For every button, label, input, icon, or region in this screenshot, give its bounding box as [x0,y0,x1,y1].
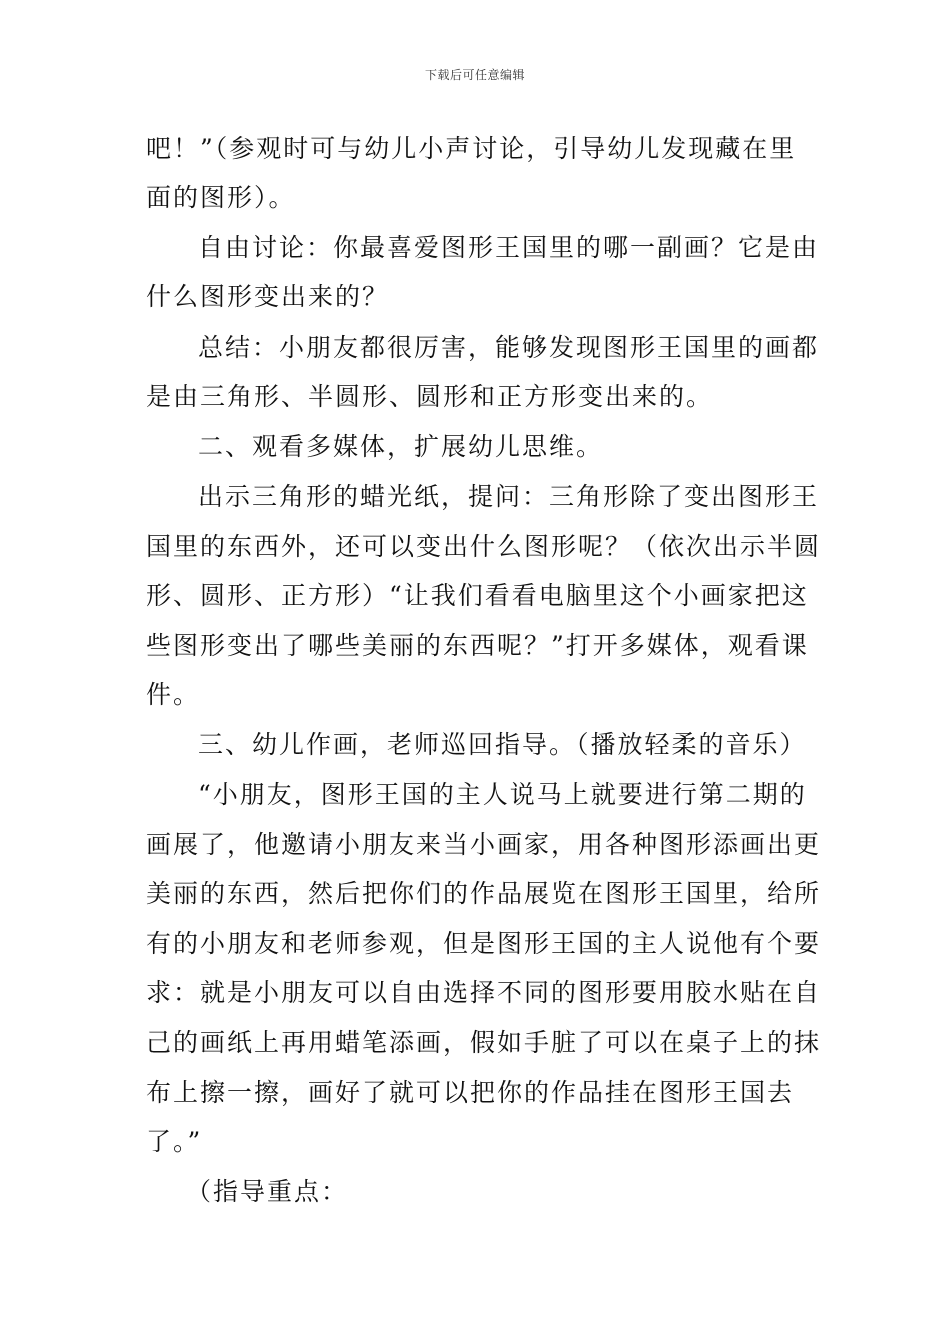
text-line: 二、观看多媒体，扩展幼儿思维。 [198,432,604,461]
text-line: 求：就是小朋友可以自由选择不同的图形要用胶水贴在自 [146,978,822,1007]
text-line: 什么图形变出来的？ [146,282,390,311]
text-line: 己的画纸上再用蜡笔添画，假如手脏了可以在桌子上的抹 [146,1028,822,1057]
text-line: 总结：小朋友都很厉害，能够发现图形王国里的画都 [198,333,820,362]
text-line: 三、幼儿作画，老师巡回指导。（播放轻柔的音乐） [198,730,807,759]
text-line: 国里的东西外，还可以变出什么图形呢？（依次出示半圆 [146,532,822,561]
text-line: 形、圆形、正方形）“让我们看看电脑里这个小画家把这 [146,581,809,610]
text-line: 有的小朋友和老师参观，但是图形王国的主人说他有个要 [146,929,822,958]
text-line: 美丽的东西，然后把你们的作品展览在图形王国里，给所 [146,879,822,908]
text-line: 是由三角形、半圆形、圆形和正方形变出来的。 [146,382,714,411]
text-line: 件。 [146,680,201,709]
text-line: 布上擦一擦，画好了就可以把你的作品挂在图形王国去 [146,1078,795,1107]
text-line: 自由讨论：你最喜爱图形王国里的哪一副画？它是由 [198,233,820,262]
text-line: 吧！”（参观时可与幼儿小声讨论，引导幼儿发现藏在里 [146,134,797,163]
text-line: 面的图形）。 [146,183,296,212]
text-line: 出示三角形的蜡光纸，提问：三角形除了变出图形王 [198,482,820,511]
text-line: 了。” [146,1127,203,1156]
text-line: 些图形变出了哪些美丽的东西呢？”打开多媒体，观看课 [146,631,809,660]
page-header: 下载后可任意编辑 [424,68,525,82]
text-line: （指导重点： [186,1177,349,1206]
text-line: “小朋友，图形王国的主人说马上就要进行第二期的 [198,780,807,809]
text-line: 画展了，他邀请小朋友来当小画家，用各种图形添画出更 [146,830,822,859]
